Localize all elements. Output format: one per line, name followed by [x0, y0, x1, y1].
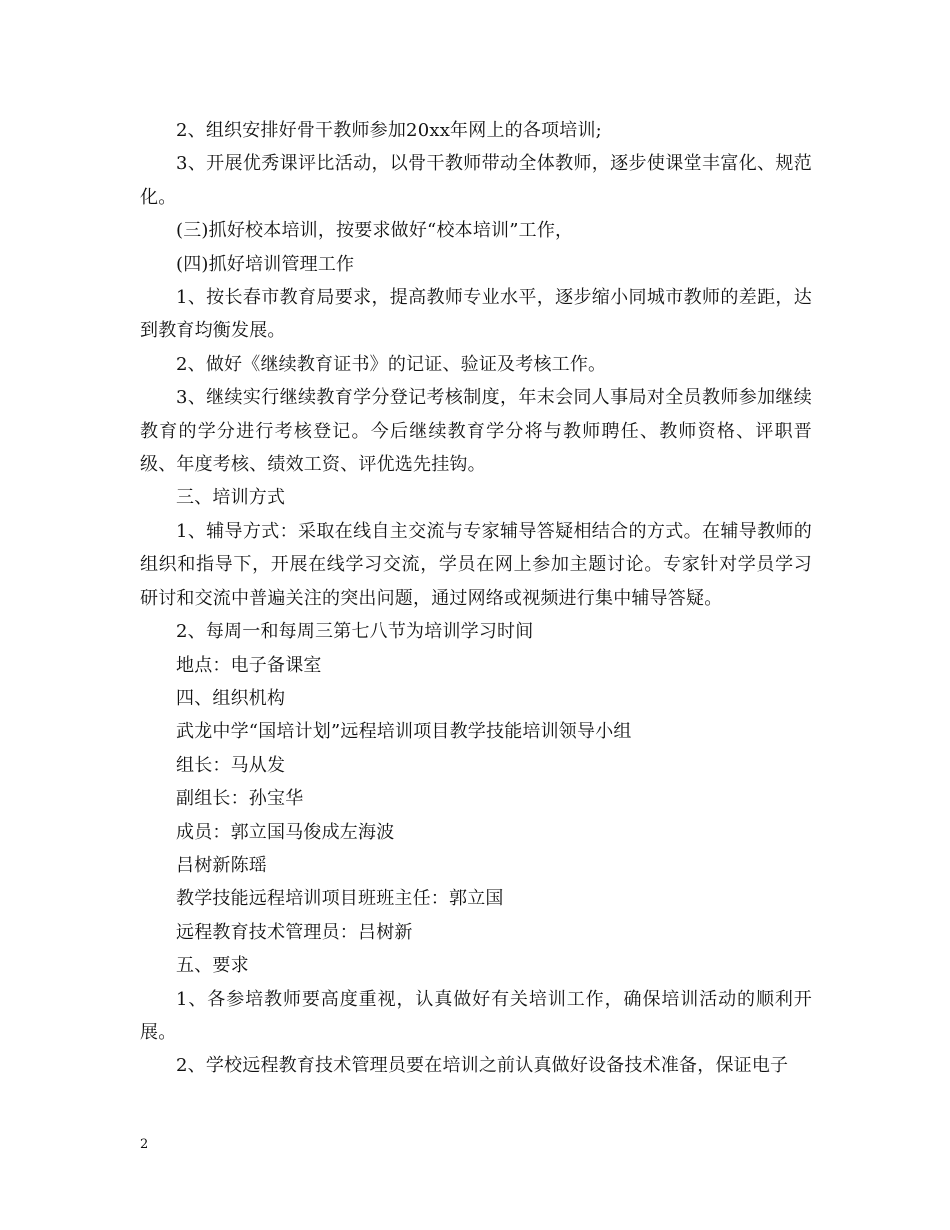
- paragraph-1: 2、组织安排好骨干教师参加20xx年网上的各项培训;: [176, 120, 602, 141]
- paragraph-deputy-leader: 副组长：孙宝华: [176, 788, 304, 810]
- paragraph-22: 2、学校远程教育技术管理员要在培训之前认真做好设备技术准备，保证电子: [176, 1055, 789, 1077]
- paragraph-5: 1、按长春市教育局要求，提高教师专业水平，逐步缩小同城市教师的差距，达到教育均衡发展。: [140, 287, 812, 342]
- paragraph-2: 3、开展优秀课评比活动，以骨干教师带动全体教师，逐步使课堂丰富化、规范化。: [140, 153, 812, 208]
- section-heading-requirements: 五、要求: [176, 955, 249, 977]
- document-body: [140, 114, 812, 1083]
- paragraph-leader: 组长：马从发: [176, 754, 286, 776]
- paragraph-10: 2、每周一和每周三第七八节为培训学习时间: [176, 621, 534, 643]
- paragraph-9: 1、辅导方式：采取在线自主交流与专家辅导答疑相结合的方式。在辅导教师的组织和指导下，开展在线学习交流，学员在网上参加主题讨论。专家针对学员学习研讨和交流中普遍关注的突出问题，通过网络或视频进行集中辅导答疑。: [140, 520, 812, 609]
- paragraph-6: 2、做好《继续教育证书》的记证、验证及考核工作。: [176, 353, 607, 375]
- section-heading-organization: 四、组织机构: [176, 687, 286, 709]
- paragraph-7: 3、继续实行继续教育学分登记考核制度，年末会同人事局对全员教师参加继续教育的学分进行考核登记。今后继续教育学分将与教师聘任、教师资格、评职晋级、年度考核、绩效工资、评优选先挂钩。: [140, 387, 812, 476]
- paragraph-members-cont: 吕树新陈瑶: [176, 854, 267, 876]
- paragraph-21: 1、各参培教师要高度重视，认真做好有关培训工作，确保培训活动的顺利开展。: [140, 988, 812, 1043]
- paragraph-members: 成员：郭立国马俊成左海波: [176, 821, 395, 843]
- paragraph-3: (三)抓好校本培训，按要求做好“校本培训”工作，: [176, 220, 574, 242]
- page-number: 2: [140, 1137, 149, 1152]
- paragraph-location: 地点：电子备课室: [176, 654, 322, 676]
- paragraph-tech-admin: 远程教育技术管理员：吕树新: [176, 921, 413, 943]
- section-heading-training-methods: 三、培训方式: [176, 487, 286, 509]
- paragraph-class-director: 教学技能远程培训项目班班主任：郭立国: [176, 888, 504, 910]
- paragraph-13: 武龙中学“国培计划”远程培训项目教学技能培训领导小组: [176, 721, 632, 743]
- paragraph-4: (四)抓好培训管理工作: [176, 253, 355, 275]
